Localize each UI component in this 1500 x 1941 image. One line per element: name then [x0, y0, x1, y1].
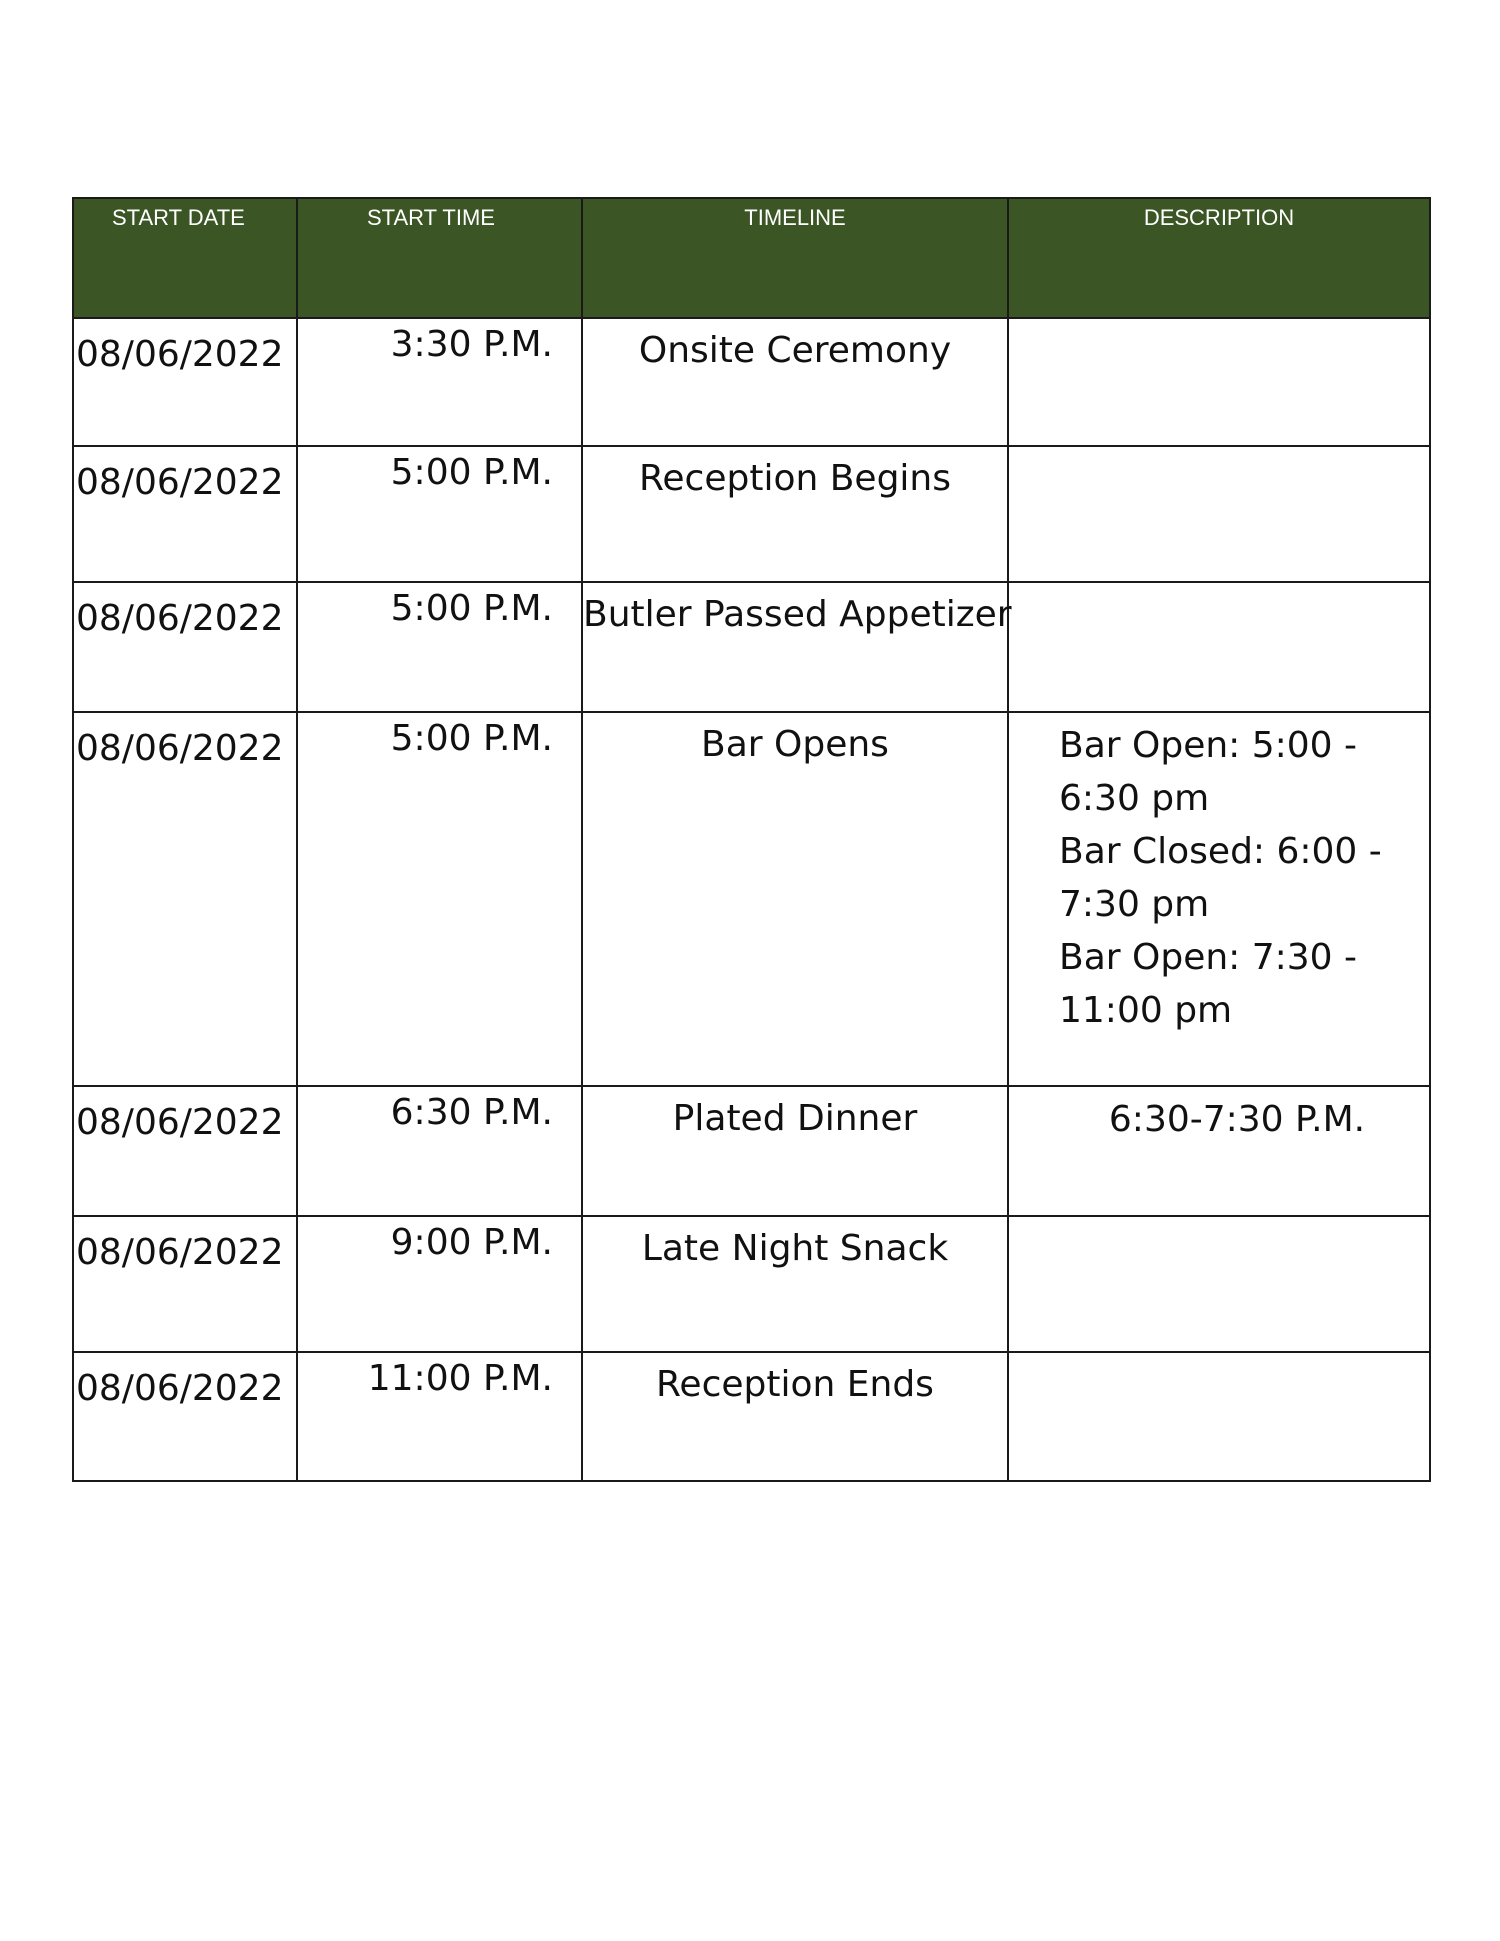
start-date-cell: 08/06/2022 [73, 1216, 297, 1352]
column-header-start-time: START TIME [297, 198, 582, 318]
start-time-cell: 3:30 P.M. [297, 318, 582, 446]
description-line: Bar Open: 5:00 - 6:30 pm [1059, 725, 1358, 819]
start-time-cell: 9:00 P.M. [297, 1216, 582, 1352]
table-row [73, 582, 1430, 712]
description-cell [1008, 712, 1430, 1086]
start-date-cell: 08/06/2022 [73, 1352, 297, 1481]
column-header-timeline: TIMELINE [582, 198, 1008, 318]
header-row [73, 198, 1430, 318]
table-row [73, 446, 1430, 582]
table-row [73, 1216, 1430, 1352]
description-cell [1008, 1216, 1430, 1352]
description-cell [1008, 1086, 1430, 1216]
start-date-cell: 08/06/2022 [73, 712, 297, 1086]
start-time-cell: 11:00 P.M. [297, 1352, 582, 1481]
description-line: 6:30-7:30 P.M. [1108, 1099, 1366, 1140]
timeline-cell: Late Night Snack [582, 1216, 1008, 1352]
table-row [73, 1086, 1430, 1216]
start-date-cell: 08/06/2022 [73, 318, 297, 446]
start-time-cell: 5:00 P.M. [297, 446, 582, 582]
description-cell [1008, 1352, 1430, 1481]
timeline-cell: Plated Dinner [582, 1086, 1008, 1216]
start-date-cell: 08/06/2022 [73, 446, 297, 582]
description-cell [1008, 446, 1430, 582]
table-row [73, 318, 1430, 446]
event-schedule-table [72, 197, 1431, 1482]
timeline-cell: Butler Passed Appetizer [582, 582, 1008, 712]
timeline-cell: Onsite Ceremony [582, 318, 1008, 446]
timeline-cell: Bar Opens [582, 712, 1008, 1086]
start-time-cell: 5:00 P.M. [297, 712, 582, 1086]
description-line: Bar Closed: 6:00 - 7:30 pm [1059, 831, 1382, 925]
table-row [73, 1352, 1430, 1481]
start-time-cell: 6:30 P.M. [297, 1086, 582, 1216]
timeline-cell: Reception Begins [582, 446, 1008, 582]
timeline-cell: Reception Ends [582, 1352, 1008, 1481]
start-time-cell: 5:00 P.M. [297, 582, 582, 712]
description-cell [1008, 318, 1430, 446]
column-header-start-date: START DATE [73, 198, 297, 318]
description-line: Bar Open: 7:30 - 11:00 pm [1059, 937, 1358, 1031]
start-date-cell: 08/06/2022 [73, 582, 297, 712]
description-cell [1008, 582, 1430, 712]
column-header-description: DESCRIPTION [1008, 198, 1430, 318]
start-date-cell: 08/06/2022 [73, 1086, 297, 1216]
table-row [73, 712, 1430, 1086]
